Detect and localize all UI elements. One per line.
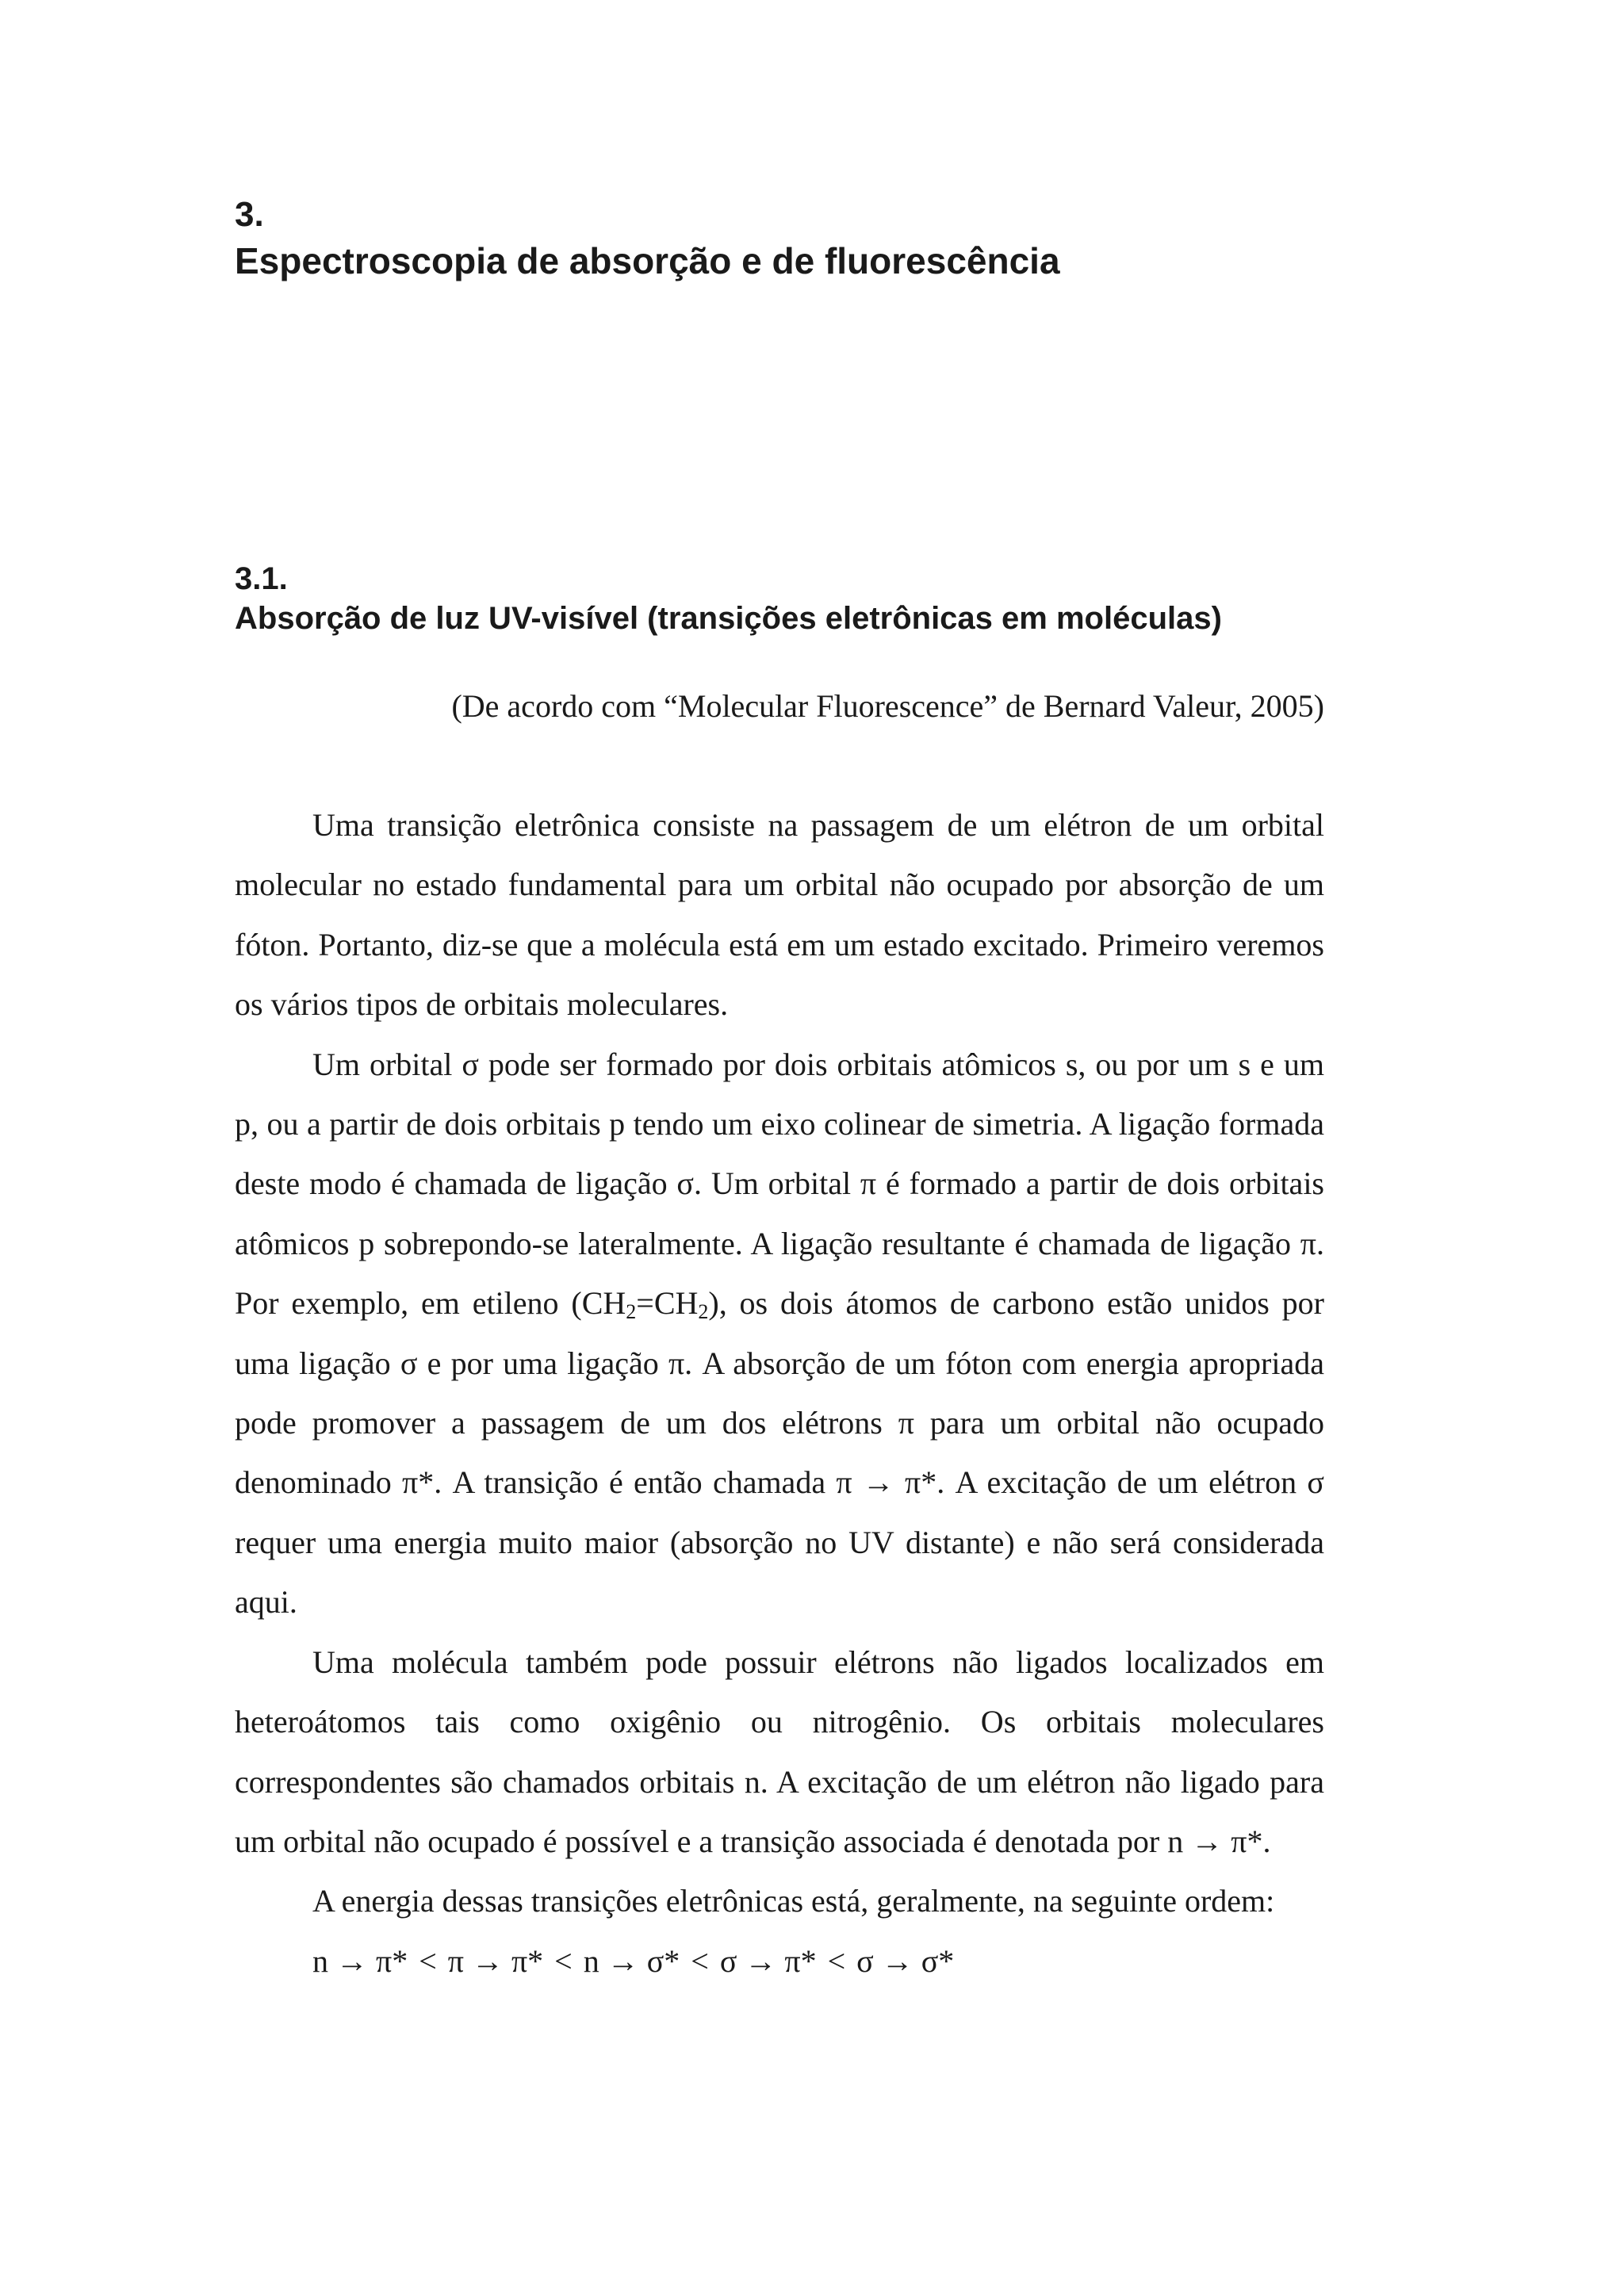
- subscript: 2: [626, 1300, 637, 1324]
- transition-term: σ → σ*: [856, 1942, 955, 1979]
- paragraph-n-orbitals: Uma molécula também pode possuir elétrons não ligados localizados em heteroátomos tais como oxigênio ou nitrogênio. Os orbitais moleculares correspondentes são chamados orbitais n. A excitação de um elétron não ligado para um orbital não ocupado é possível e a transição associada é denotada por n → π*.: [235, 1644, 1324, 1859]
- body-text: [235, 795, 1324, 1991]
- paragraph-text: Um orbital σ pode ser formado por dois orbitais atômicos s, ou por um s e um p, ou a partir de dois orbitais p tendo um eixo colinear de simetria. A ligação formada deste modo é chamada de ligação σ. Um orbital π é formado a partir de dois orbitais atômicos p sobrepondo-se lateralmente. A ligação resultante é chamada de ligação π. Por exemplo, em etileno (CH: [235, 1046, 1324, 1322]
- chapter-title: Espectroscopia de absorção e de fluorescência: [235, 240, 1060, 281]
- subscript: 2: [698, 1300, 709, 1324]
- paragraph-sigma-pi-orbitals: [235, 1035, 1324, 1632]
- transition-term: n → π*: [312, 1942, 408, 1979]
- transition-term: n → σ*: [583, 1942, 680, 1979]
- paragraph-text: ), os dois átomos de carbono estão unidos por uma ligação σ e por uma ligação π. A absorção de um fóton com energia apropriada pode promover a passagem de um dos elétrons π para um orbital não ocupado denominado π*. A transição é então chamada π → π*. A excitação de um elétron σ requer uma energia muito maior (absorção no UV distante) e não será considerada aqui.: [235, 1285, 1324, 1621]
- source-note: (De acordo com “Molecular Fluorescence” de Bernard Valeur, 2005): [451, 688, 1324, 724]
- paragraph-text: =CH: [636, 1285, 699, 1322]
- paragraph-electronic-transition: Uma transição eletrônica consiste na passagem de um elétron de um orbital molecular no estado fundamental para um orbital não ocupado por absorção de um fóton. Portanto, diz-se que a molécula está em um estado excitado. Primeiro veremos os vários tipos de orbitais moleculares.: [235, 807, 1324, 1023]
- less-than-sign: <: [554, 1942, 573, 1979]
- energy-order-formula: [235, 1931, 1324, 1991]
- less-than-sign: <: [419, 1942, 437, 1979]
- paragraph-energy-order-intro: A energia dessas transições eletrônicas está, geralmente, na seguinte ordem:: [312, 1883, 1275, 1919]
- section-number: 3.1.: [235, 561, 288, 596]
- less-than-sign: <: [827, 1942, 846, 1979]
- less-than-sign: <: [691, 1942, 709, 1979]
- transition-term: σ → π*: [719, 1942, 817, 1979]
- chapter-number: 3.: [235, 195, 264, 234]
- section-title: Absorção de luz UV-visível (transições eletrônicas em moléculas): [235, 601, 1222, 636]
- transition-term: π → π*: [447, 1942, 544, 1979]
